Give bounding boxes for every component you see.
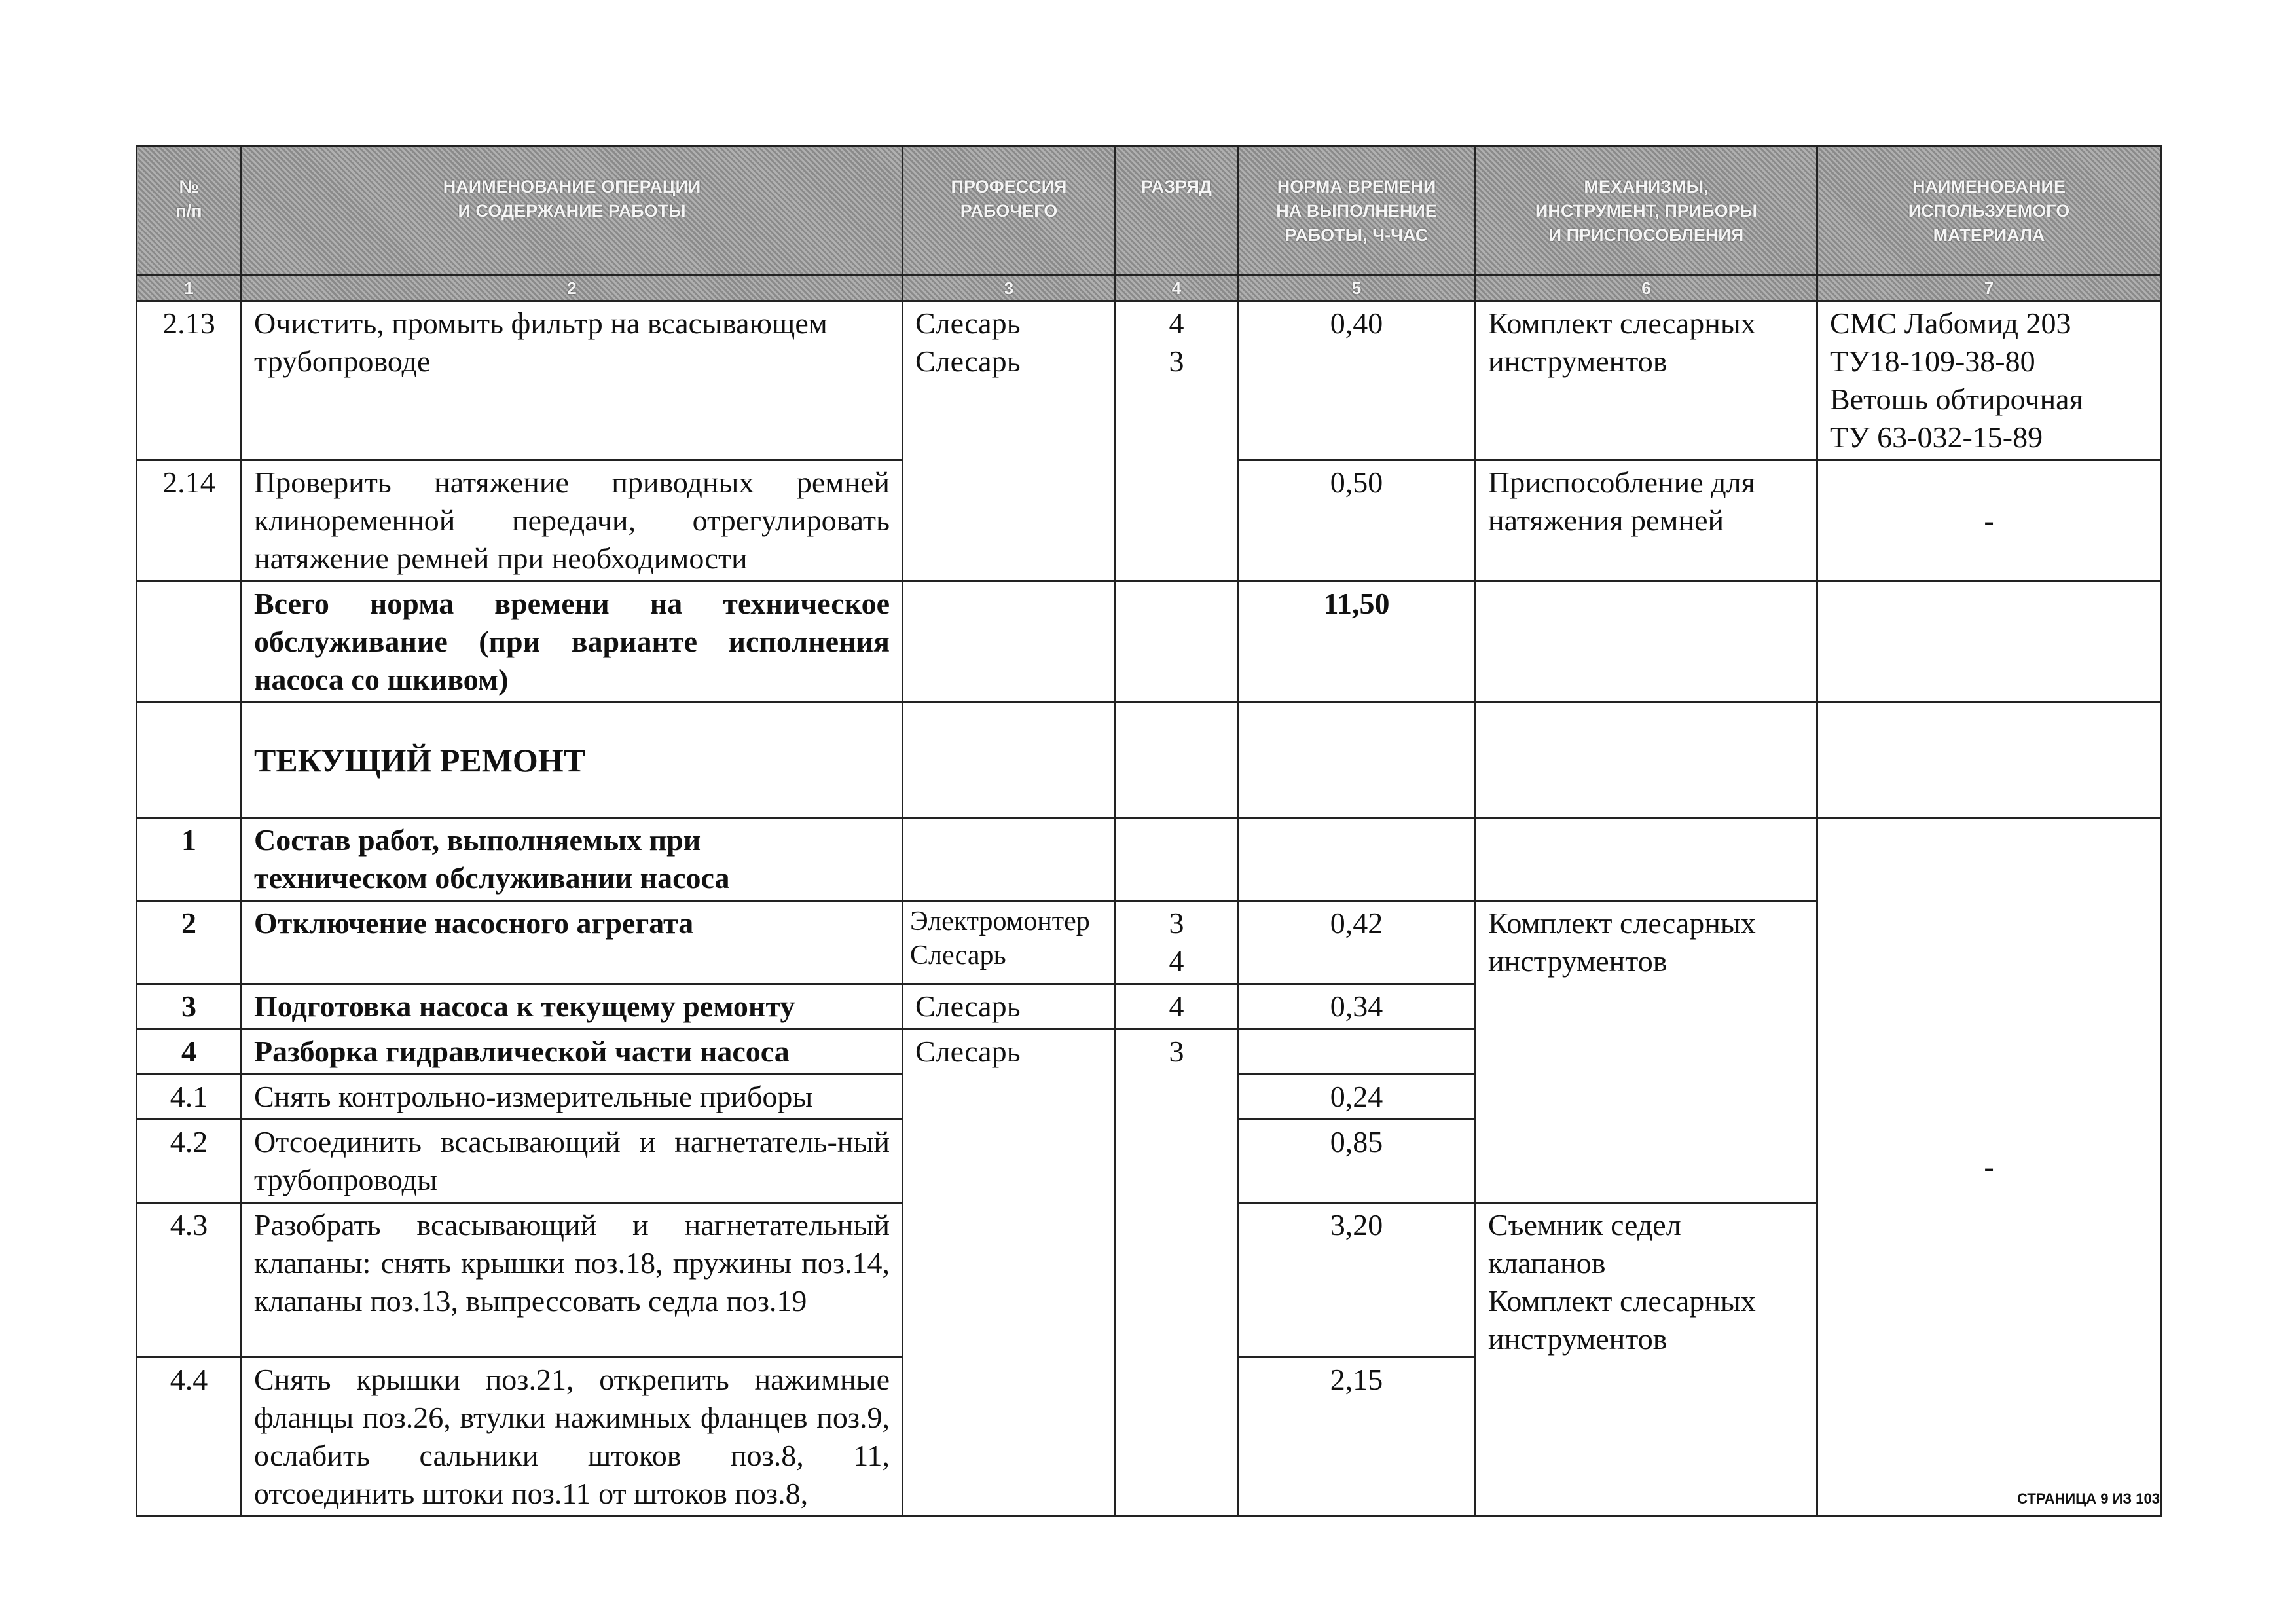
header-col-rank: РАЗРЯД: [1116, 147, 1238, 275]
operation-text: Подготовка насоса к текущему ремонту: [242, 984, 903, 1029]
row-number: 4.3: [137, 1203, 242, 1357]
row-number: 3: [137, 984, 242, 1029]
empty-cell: [1238, 818, 1476, 901]
operation-text: Отключение насосного агрегата: [242, 901, 903, 984]
header-col-profession: ПРОФЕССИЯ РАБОЧЕГО: [903, 147, 1116, 275]
tools-cell: Комплект слесарных инструментов: [1476, 301, 1817, 460]
material-cell: -: [1817, 818, 2161, 1517]
empty-cell: [1476, 703, 1817, 818]
norm-value: 0,50: [1238, 460, 1476, 581]
header-num-3: 3: [903, 275, 1116, 301]
row-number: 4.2: [137, 1120, 242, 1203]
total-label: Всего норма времени на техническое обслуживание (при варианте исполнения насоса со шкивом): [242, 581, 903, 703]
empty-cell: [903, 703, 1116, 818]
empty-cell: [1238, 703, 1476, 818]
header-col-tools: МЕХАНИЗМЫ, ИНСТРУМЕНТ, ПРИБОРЫ И ПРИСПОСОБЛЕНИЯ: [1476, 147, 1817, 275]
header-num-1: 1: [137, 275, 242, 301]
row-number: 4.4: [137, 1357, 242, 1517]
profession-cell: Слесарь: [903, 984, 1116, 1029]
norm-value: 0,24: [1238, 1075, 1476, 1120]
operation-text: Очистить, промыть фильтр на всасывающем трубопроводе: [242, 301, 903, 460]
empty-cell: [1476, 581, 1817, 703]
header-col-operation: НАИМЕНОВАНИЕ ОПЕРАЦИИ И СОДЕРЖАНИЕ РАБОТЫ: [242, 147, 903, 275]
header-num-6: 6: [1476, 275, 1817, 301]
header-num-4: 4: [1116, 275, 1238, 301]
table-header-numbers-row: [137, 275, 2161, 301]
operations-table: [136, 145, 2162, 1517]
empty-cell: [903, 818, 1116, 901]
row-number: 2: [137, 901, 242, 984]
table-header-row: [137, 147, 2161, 275]
empty-cell: [1476, 818, 1817, 901]
empty-cell: [1116, 703, 1238, 818]
tools-cell: Приспособление для натяжения ремней: [1476, 460, 1817, 581]
header-num-2: 2: [242, 275, 903, 301]
tools-cell: Съемник седел клапанов Комплект слесарных инструментов: [1476, 1203, 1817, 1517]
row-number: 2.14: [137, 460, 242, 581]
row-number: 4: [137, 1029, 242, 1075]
rank-cell: 4: [1116, 984, 1238, 1029]
operation-text: Проверить натяжение приводных ремней клиноременной передачи, отрегулировать натяжение ремней при необходимости: [242, 460, 903, 581]
norm-value: 2,15: [1238, 1357, 1476, 1517]
row-number: 1: [137, 818, 242, 901]
norm-value: 0,34: [1238, 984, 1476, 1029]
empty-cell: [1817, 703, 2161, 818]
operation-text: Снять контрольно-измерительные приборы: [242, 1075, 903, 1120]
table-row: [137, 818, 2161, 901]
rank-cell: 4 3: [1116, 301, 1238, 581]
header-col-num: № п/п: [137, 147, 242, 275]
norm-value: 0,40: [1238, 301, 1476, 460]
page-number: СТРАНИЦА 9 ИЗ 103: [2017, 1490, 2160, 1507]
norm-value: 3,20: [1238, 1203, 1476, 1357]
material-cell: -: [1817, 460, 2161, 581]
profession-cell: Электромонтер Слесарь: [903, 901, 1116, 984]
operation-text: Отсоединить всасывающий и нагнетатель-ный трубопроводы: [242, 1120, 903, 1203]
empty-cell: [1116, 818, 1238, 901]
norm-value: 0,85: [1238, 1120, 1476, 1203]
row-number: 4.1: [137, 1075, 242, 1120]
total-norm-value: 11,50: [1238, 581, 1476, 703]
profession-cell: Слесарь: [903, 1029, 1116, 1517]
empty-cell: [1817, 581, 2161, 703]
table-row: [137, 301, 2161, 460]
material-cell: СМС Лабомид 203 ТУ18-109-38-80 Ветошь обтирочная ТУ 63-032-15-89: [1817, 301, 2161, 460]
empty-cell: [137, 703, 242, 818]
tools-cell: Комплект слесарных инструментов: [1476, 901, 1817, 1203]
operation-text: Состав работ, выполняемых при техническом обслуживании насоса: [242, 818, 903, 901]
section-title: ТЕКУЩИЙ РЕМОНТ: [242, 703, 903, 818]
empty-cell: [903, 581, 1116, 703]
empty-cell: [1238, 1029, 1476, 1075]
operation-text: Разборка гидравлической части насоса: [242, 1029, 903, 1075]
empty-cell: [137, 581, 242, 703]
section-row: [137, 703, 2161, 818]
header-num-5: 5: [1238, 275, 1476, 301]
total-row: [137, 581, 2161, 703]
empty-cell: [1116, 581, 1238, 703]
profession-cell: Слесарь Слесарь: [903, 301, 1116, 581]
rank-cell: 3: [1116, 1029, 1238, 1517]
header-num-7: 7: [1817, 275, 2161, 301]
header-col-material: НАИМЕНОВАНИЕ ИСПОЛЬЗУЕМОГО МАТЕРИАЛА: [1817, 147, 2161, 275]
rank-cell: 3 4: [1116, 901, 1238, 984]
norm-value: 0,42: [1238, 901, 1476, 984]
header-col-norm: НОРМА ВРЕМЕНИ НА ВЫПОЛНЕНИЕ РАБОТЫ, Ч-ЧАС: [1238, 147, 1476, 275]
operation-text: Разобрать всасывающий и нагнетательный клапаны: снять крышки поз.18, пружины поз.14, клапаны поз.13, выпрессовать седла поз.19: [242, 1203, 903, 1357]
operation-text: Снять крышки поз.21, открепить нажимные фланцы поз.26, втулки нажимных фланцев поз.9, ослабить сальники штоков поз.8, 11, отсоединить штоки поз.11 от штоков поз.8,: [242, 1357, 903, 1517]
row-number: 2.13: [137, 301, 242, 460]
